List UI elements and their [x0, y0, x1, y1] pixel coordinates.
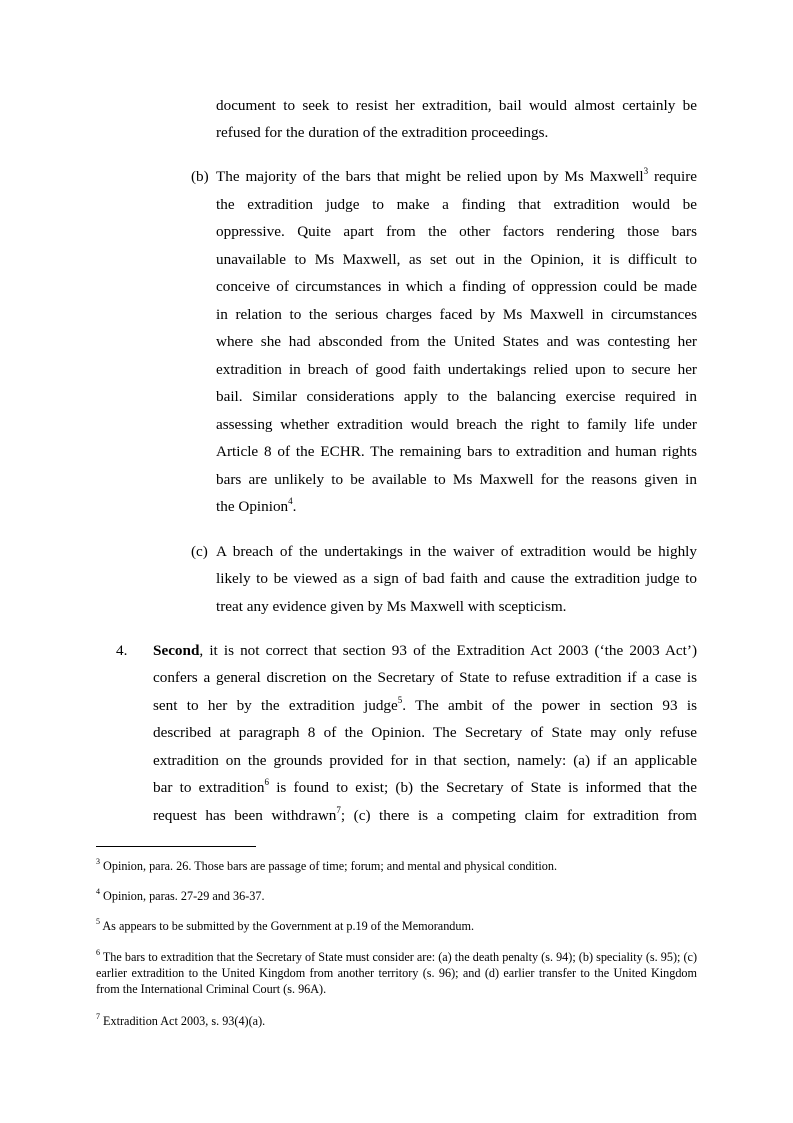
footnote-number: 6 [96, 947, 100, 957]
item-label: (b) [191, 168, 209, 185]
text-line: the extradition judge to make a finding that extradition would be [216, 196, 697, 213]
text-span: require [648, 168, 697, 185]
footnote-text: As appears to be submitted by the Government at p.19 of the Memorandum. [100, 919, 475, 933]
text-line [153, 774, 697, 802]
footnote-text: Extradition Act 2003, s. 93(4)(a). [100, 1014, 266, 1028]
footnote-5 [96, 918, 697, 934]
text-line: likely to be viewed as a sign of bad faith and cause the extradition judge to [216, 570, 697, 587]
text-line: conceive of circumstances in which a finding of oppression could be made [216, 278, 697, 295]
text-line: A breach of the undertakings in the waiver of extradition would be highly [216, 543, 697, 560]
text-span: is found to exist; (b) the Secretary of State is informed that the [268, 779, 698, 796]
footnote-ref[interactable]: 3 [643, 165, 649, 176]
footnote-6 [96, 949, 697, 997]
text-span: , it is not correct that section 93 of the Extradition Act 2003 (‘the 2003 Act’) [199, 642, 697, 659]
text-line [153, 802, 697, 830]
text-span: sent to her by the extradition judge [153, 697, 398, 714]
footnote-7 [96, 1013, 697, 1029]
text-line: assessing whether extradition would breach the right to family life under [216, 416, 697, 433]
footnote-3 [96, 858, 697, 874]
text-line: confers a general discretion on the Secretary of State to refuse extradition if a case is [153, 669, 697, 686]
footnote-text: Opinion, paras. 27-29 and 36-37. [100, 889, 265, 903]
text-line: treat any evidence given by Ms Maxwell with scepticism. [216, 598, 567, 615]
text-line: refused for the duration of the extradition proceedings. [216, 124, 549, 141]
text-span: . The ambit of the power in section 93 is [402, 697, 698, 714]
text-line: bail. Similar considerations apply to the balancing exercise required in [216, 388, 697, 405]
footnote-number: 3 [96, 856, 100, 866]
text-line: oppressive. Quite apart from the other factors rendering those bars [216, 223, 697, 240]
footnote-separator [96, 846, 256, 847]
text-line [153, 637, 697, 665]
text-span: the Opinion [216, 498, 289, 515]
paragraph-number: 4. [116, 642, 128, 659]
text-line: in relation to the serious charges faced by Ms Maxwell in circumstances [216, 306, 697, 323]
footnote-number: 4 [96, 886, 100, 896]
text-line: document to seek to resist her extradition, bail would almost certainly be [216, 97, 697, 114]
text-line: where she had absconded from the United States and was contesting her [216, 333, 697, 350]
footnote-text: Opinion, para. 26. Those bars are passage of time; forum; and mental and physical condition. [100, 859, 558, 873]
text-line: Article 8 of the ECHR. The remaining bars to extradition and human rights [216, 443, 697, 460]
footnote-number: 7 [96, 1011, 100, 1021]
text-line: described at paragraph 8 of the Opinion. The Secretary of State may only refuse [153, 724, 697, 741]
text-span: bar to extradition [153, 779, 265, 796]
footnote-4 [96, 888, 697, 904]
text-line [216, 493, 296, 521]
footnote-number: 5 [96, 916, 100, 926]
text-line: extradition in breach of good faith undertakings relied upon to secure her [216, 361, 697, 378]
text-line: unavailable to Ms Maxwell, as set out in the Opinion, it is difficult to [216, 251, 697, 268]
footnote-ref[interactable]: 6 [264, 776, 269, 787]
text-span: . [292, 498, 297, 515]
footnote-ref[interactable]: 7 [336, 804, 341, 815]
item-label: (c) [191, 543, 208, 560]
text-line: bars are unlikely to be available to Ms Maxwell for the reasons given in [216, 471, 697, 488]
text-line [216, 163, 697, 191]
bold-lead: Second [153, 642, 200, 659]
text-span: request has been withdrawn [153, 807, 337, 824]
footnote-text: The bars to extradition that the Secretary of State must consider are: (a) the death penalty (s. 94); (b) speciality (s. 95); (c) earlier extradition to the United Kingdom from another territory (s. 96); and (d) earlier transfer to the United Kingdom from the International Criminal Court (s. 96A). [96, 950, 697, 996]
text-line [153, 692, 697, 720]
footnote-ref[interactable]: 5 [397, 694, 403, 705]
text-line: extradition on the grounds provided for in that section, namely: (a) if an applicable [153, 752, 697, 769]
footnote-ref[interactable]: 4 [288, 495, 293, 506]
text-span: The majority of the bars that might be relied upon by Ms Maxwell [216, 168, 644, 185]
text-span: ; (c) there is a competing claim for extradition from [340, 807, 697, 824]
